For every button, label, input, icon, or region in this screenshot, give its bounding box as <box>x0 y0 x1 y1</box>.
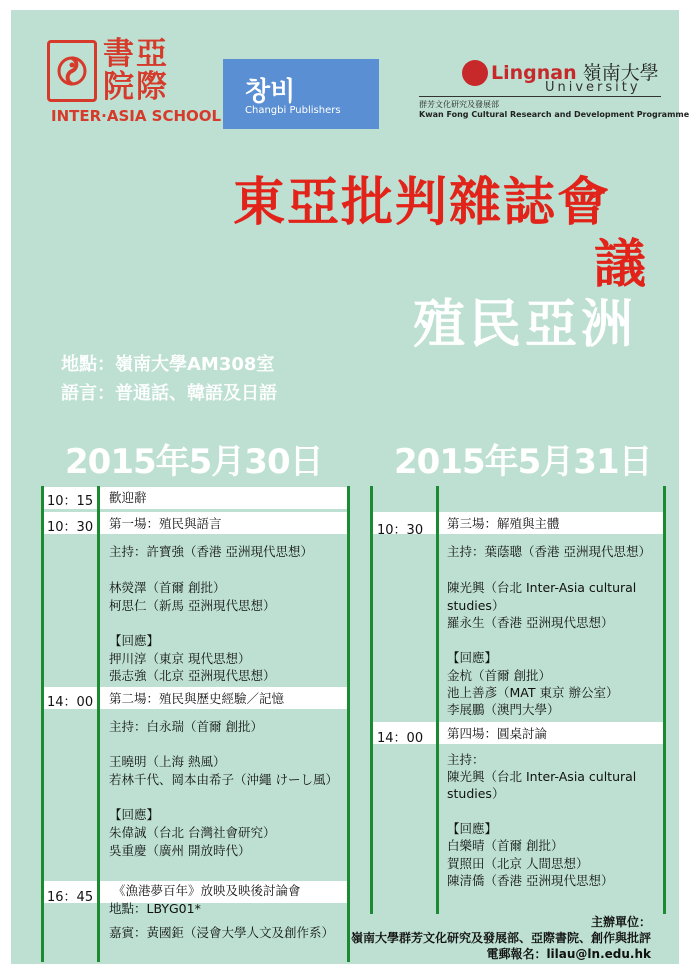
day1-session2-respondent-1: 朱偉誠（台北 台灣社會研究） <box>109 825 276 840</box>
day2-session3-speaker-1b: studies） <box>447 598 505 613</box>
day2-session4-title: 第四場：圓桌討論 <box>447 726 548 741</box>
day2-session4-respondent-1: 白樂晴（首爾 創批） <box>447 838 564 853</box>
day1-date: 2015年5月30日 <box>65 442 323 482</box>
language-text: 語言：普通話、韓語及日語 <box>61 383 277 404</box>
day2-session4-respondent-2: 賀照田（北京 人間思想） <box>447 856 589 871</box>
day2-session3-respondent-1: 金杭（首爾 創批） <box>447 668 551 683</box>
inter-asia-chinese-logo: 書亞院際 <box>103 36 169 105</box>
day1-session1-title: 第一場：殖民與語言 <box>109 516 222 531</box>
day2-left-rule <box>370 486 373 914</box>
lingnan-university-text: University <box>545 80 641 95</box>
day1-session2-title: 第二場：殖民與歷史經驗／記憶 <box>109 691 285 706</box>
day1-time-1400: 14：00 <box>47 695 94 710</box>
day2-time-1030: 10：30 <box>377 523 424 538</box>
day1-session1-response-label: 【回應】 <box>109 633 160 648</box>
day2-date: 2015年5月31日 <box>394 442 652 482</box>
venue-text: 地點：嶺南大學AM308室 <box>61 354 275 375</box>
organizer-label: 主辦單位： <box>590 915 651 929</box>
day2-session4-host-label: 主持： <box>447 752 485 767</box>
registration-email[interactable]: 電郵報名：lilau@ln.edu.hk <box>486 947 651 961</box>
day1-session2-host: 主持：白永瑞（首爾 創批） <box>109 719 263 734</box>
day2-session3-host: 主持：葉蔭聰（香港 亞洲現代思想） <box>447 544 651 559</box>
changbi-korean-text: 창비 <box>245 77 296 107</box>
programme-chinese-name: 群芳文化研究及發展部 <box>419 100 499 109</box>
lingnan-emblem-icon <box>462 60 488 86</box>
programme-english-name: Kwan Fong Cultural Research and Development Programme <box>419 110 690 119</box>
day2-session4-host-1b: studies） <box>447 786 505 801</box>
day1-session1-host: 主持：許寶強（香港 亞洲現代思想） <box>109 544 313 559</box>
day1-session1-speaker-2: 柯思仁（新馬 亞洲現代思想） <box>109 598 276 613</box>
organizer-names: 嶺南大學群芳文化研究及發展部、亞際書院、創作與批評 <box>350 931 651 945</box>
day1-film-screening: 《漁港夢百年》放映及映後討論會 <box>113 883 301 898</box>
day1-time-rule <box>97 486 100 962</box>
day2-session3-respondent-3: 李展鵬（澳門大學） <box>447 702 560 717</box>
inter-asia-seal-icon <box>47 40 97 102</box>
day2-time-rule <box>436 486 439 914</box>
day2-right-rule <box>663 486 666 914</box>
poster <box>11 10 690 964</box>
day2-session4-host-1a: 陳光興（台北 Inter-Asia cultural <box>447 769 637 784</box>
changbi-publishers-text: Changbi Publishers <box>245 105 341 116</box>
lingnan-name: Lingnan <box>491 62 577 84</box>
day1-right-rule <box>347 486 350 962</box>
day1-time-1645: 16：45 <box>47 890 94 905</box>
conference-subtitle: 殖民亞洲 <box>413 295 638 355</box>
inter-asia-school-logo-text: INTER·ASIA SCHOOL <box>51 107 222 125</box>
lingnan-divider <box>419 96 661 97</box>
changbi-logo <box>223 59 379 129</box>
day2-session4-response-label: 【回應】 <box>447 821 498 836</box>
day1-time-1030: 10：30 <box>47 520 94 535</box>
day2-session3-speaker-1a: 陳光興（台北 Inter-Asia cultural <box>447 580 637 595</box>
day1-time-1015: 10：15 <box>47 494 94 509</box>
lingnan-chinese-name: 嶺南大學 <box>582 62 659 84</box>
day1-session2-speaker-2: 若林千代、岡本由希子（沖繩 けーし風） <box>109 772 338 787</box>
day1-session1-respondent-1: 押川淳（東京 現代思想） <box>109 651 251 666</box>
day1-session2-response-label: 【回應】 <box>109 807 160 822</box>
day2-session3-speaker-2: 羅永生（香港 亞洲現代思想） <box>447 615 614 630</box>
day1-session1-respondent-2: 張志強（北京 亞洲現代思想） <box>109 668 276 683</box>
conference-title-last-char: 議 <box>594 235 647 295</box>
day2-session3-respondent-2: 池上善彥（MAT 東京 辦公室） <box>447 685 619 700</box>
day2-session3-title: 第三場：解殖與主體 <box>447 516 560 531</box>
conference-title: 東亞批判雜誌會 <box>233 173 612 233</box>
day2-session4-respondent-3: 陳清僑（香港 亞洲現代思想） <box>447 873 614 888</box>
day1-session2-respondent-2: 吳重慶（廣州 開放時代） <box>109 843 251 858</box>
day1-session1-speaker-1: 林熒澤（首爾 創批） <box>109 580 226 595</box>
day2-session3-response-label: 【回應】 <box>447 650 498 665</box>
day2-time-1400: 14：00 <box>377 731 424 746</box>
day1-film-guest: 嘉賓：黃國鉅（浸會大學人文及創作系） <box>109 925 335 940</box>
day1-session2-speaker-1: 王曉明（上海 熱風） <box>109 754 226 769</box>
day1-welcome: 歡迎辭 <box>109 490 147 505</box>
day1-film-venue: 地點：LBYG01* <box>109 901 201 916</box>
day1-left-rule <box>41 486 44 962</box>
